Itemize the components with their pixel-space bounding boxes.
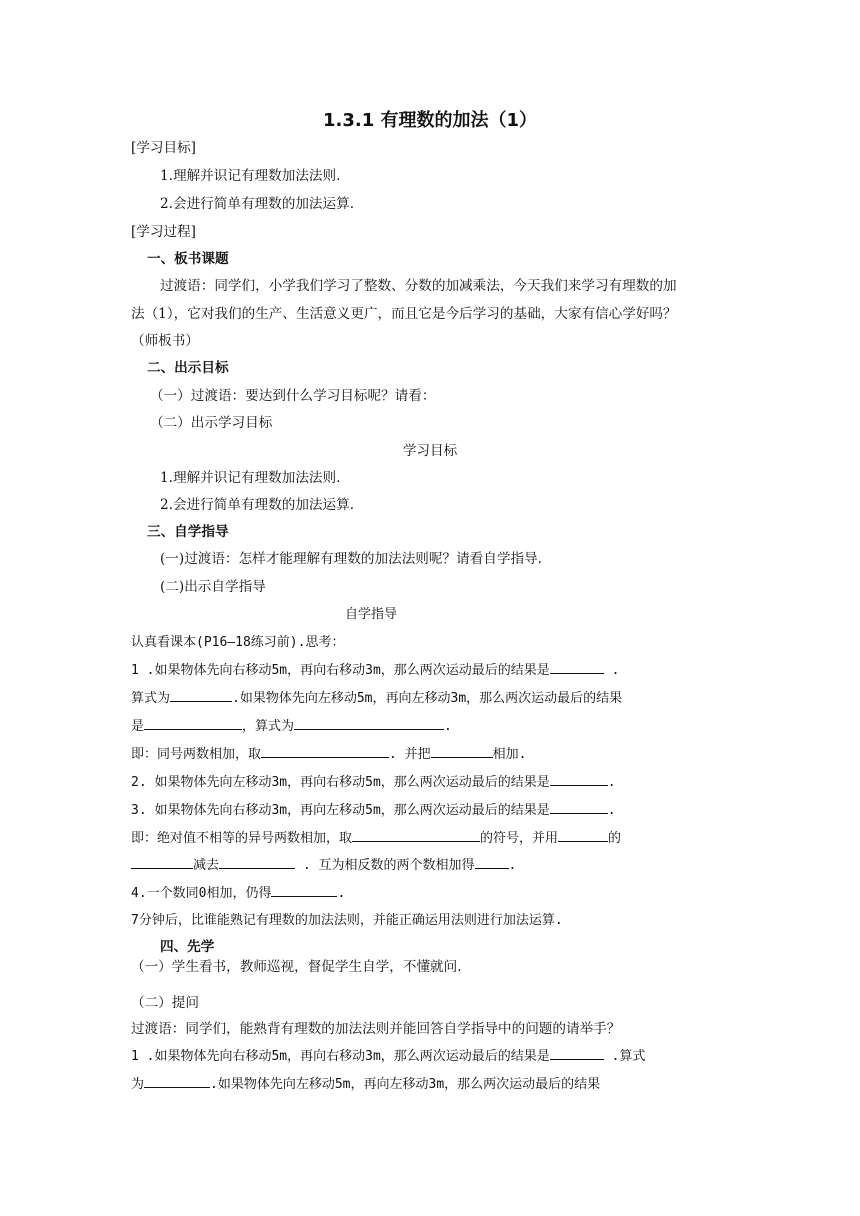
question-text: 4.一个数同0相加，仍得 bbox=[131, 886, 272, 901]
answer-blank[interactable] bbox=[170, 688, 232, 702]
section-label-goals: [学习目标] bbox=[131, 140, 196, 156]
question-text: . bbox=[607, 775, 616, 790]
question-1-line-3 bbox=[131, 716, 452, 737]
heading-2: 二、出示目标 bbox=[147, 360, 229, 376]
heading-4: 四、先学 bbox=[160, 939, 215, 955]
goal-box-item-1: 1.理解并识记有理数加法法则. bbox=[160, 470, 341, 486]
goal-item-2: 2.会进行简单有理数的加法运算. bbox=[160, 196, 355, 212]
rule-text: 相加. bbox=[492, 747, 527, 762]
after-7-minutes: 7分钟后，比谁能熟记有理数的加法法则，并能正确运用法则进行加法运算. bbox=[131, 913, 563, 928]
paragraph-1-line-3: （师板书） bbox=[131, 333, 199, 349]
answer-blank[interactable] bbox=[271, 883, 337, 897]
paragraph-1-line-1: 过渡语：同学们，小学我们学习了整数、分数的加减乘法，今天我们来学习有理数的加 bbox=[160, 278, 677, 294]
answer-blank[interactable] bbox=[550, 1046, 604, 1060]
answer-blank[interactable] bbox=[550, 660, 604, 674]
rule-2-line-1 bbox=[131, 828, 621, 849]
rule-text: 的 bbox=[608, 831, 622, 846]
goal-box-title: 学习目标 bbox=[402, 443, 458, 459]
question-text: ，算式为 bbox=[242, 719, 295, 734]
goal-item-1: 1.理解并识记有理数加法法则. bbox=[160, 168, 341, 184]
question-5-line-2 bbox=[131, 1074, 600, 1095]
question-5-line-1 bbox=[131, 1046, 645, 1067]
answer-blank[interactable] bbox=[431, 744, 493, 758]
answer-blank[interactable] bbox=[352, 828, 480, 842]
answer-blank[interactable] bbox=[219, 855, 295, 869]
question-3 bbox=[131, 800, 616, 821]
paragraph-4-line-2: （二）提问 bbox=[131, 995, 199, 1011]
question-text: 为 bbox=[131, 1077, 145, 1092]
question-text: .如果物体先向左移动5m，再向左移动3m，那么两次运动最后的结果 bbox=[232, 691, 623, 706]
question-text: . bbox=[603, 663, 620, 678]
answer-blank[interactable] bbox=[144, 716, 242, 730]
guide-title: 自学指导 bbox=[345, 607, 398, 622]
heading-3: 三、自学指导 bbox=[147, 524, 229, 540]
question-text: . bbox=[607, 803, 616, 818]
paragraph-2-line-2: （二）出示学习目标 bbox=[150, 415, 273, 431]
question-text: 1 .如果物体先向右移动5m，再向右移动3m，那么两次运动最后的结果是 bbox=[131, 663, 550, 678]
question-2 bbox=[131, 772, 616, 793]
paragraph-3-line-2: (二)出示自学指导 bbox=[160, 579, 266, 595]
paragraph-4-line-3: 过渡语：同学们，能熟背有理数的加法法则并能回答自学指导中的问题的请举手？ bbox=[131, 1021, 621, 1037]
guide-intro: 认真看课本(P16—18练习前).思考： bbox=[131, 635, 345, 650]
rule-text: 的符号，并用 bbox=[480, 831, 559, 846]
rule-1 bbox=[131, 744, 527, 765]
paragraph-1-line-2: 法（1），它对我们的生产、生活意义更广，而且它是今后学习的基础，大家有信心学好吗？ bbox=[131, 306, 677, 322]
question-text: 1 .如果物体先向右移动5m，再向右移动3m，那么两次运动最后的结果是 bbox=[131, 1049, 550, 1064]
question-4 bbox=[131, 883, 345, 904]
question-text: . bbox=[337, 886, 346, 901]
rule-text: 即：绝对值不相等的异号两数相加，取 bbox=[131, 831, 353, 846]
rule-text: 减去 bbox=[193, 858, 220, 873]
section-label-process: [学习过程] bbox=[131, 224, 196, 240]
paragraph-2-line-1: （一）过渡语：要达到什么学习目标呢？请看： bbox=[150, 388, 436, 404]
paragraph-4-line-1: （一）学生看书，教师巡视，督促学生自学，不懂就问. bbox=[131, 959, 462, 975]
answer-blank[interactable] bbox=[261, 744, 389, 758]
rule-text: 即：同号两数相加，取 bbox=[131, 747, 262, 762]
question-1-line-2 bbox=[131, 688, 622, 709]
question-text: 算式为 bbox=[131, 691, 171, 706]
paragraph-3-line-1: (一)过渡语：怎样才能理解有理数的加法法则呢？请看自学指导. bbox=[160, 551, 542, 567]
heading-1: 一、板书课题 bbox=[147, 251, 229, 267]
rule-text: . 并把 bbox=[389, 747, 431, 762]
answer-blank[interactable] bbox=[550, 800, 608, 814]
page-title: 1.3.1 有理数的加法（1） bbox=[322, 110, 538, 131]
rule-text: . bbox=[508, 858, 517, 873]
rule-2-line-2 bbox=[131, 855, 516, 876]
question-text: .如果物体先向左移动5m，再向左移动3m，那么两次运动最后的结果 bbox=[210, 1077, 601, 1092]
answer-blank[interactable] bbox=[131, 855, 193, 869]
question-1-line-1 bbox=[131, 660, 619, 681]
answer-blank[interactable] bbox=[144, 1074, 210, 1088]
answer-blank[interactable] bbox=[475, 855, 509, 869]
rule-text: . 互为相反数的两个数相加得 bbox=[295, 858, 475, 873]
goal-box-item-2: 2.会进行简单有理数的加法运算. bbox=[160, 497, 355, 513]
answer-blank[interactable] bbox=[550, 772, 608, 786]
question-text: .算式 bbox=[603, 1049, 646, 1064]
question-text: . bbox=[444, 719, 452, 734]
answer-blank[interactable] bbox=[294, 716, 444, 730]
question-text: 是 bbox=[131, 719, 145, 734]
question-text: 3. 如果物体先向右移动3m，再向左移动5m，那么两次运动最后的结果是 bbox=[131, 803, 550, 818]
question-text: 2. 如果物体先向左移动3m，再向右移动5m，那么两次运动最后的结果是 bbox=[131, 775, 550, 790]
answer-blank[interactable] bbox=[558, 828, 608, 842]
